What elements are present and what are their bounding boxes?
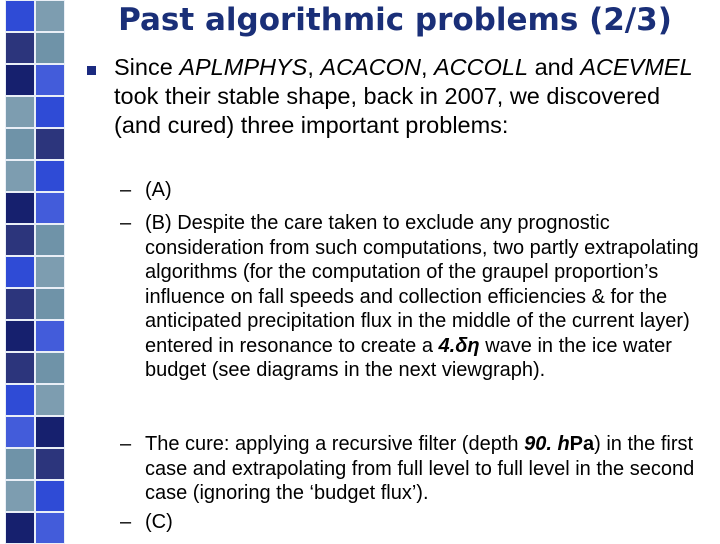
sub-bullet-a-text: (A) (145, 179, 172, 201)
decorative-square (5, 128, 35, 160)
decorative-square (35, 448, 65, 480)
decorative-square (5, 416, 35, 448)
decorative-square (5, 192, 35, 224)
decorative-square (35, 512, 65, 544)
decorative-square (35, 224, 65, 256)
decorative-square (35, 256, 65, 288)
decorative-square (35, 128, 65, 160)
decorative-square (35, 480, 65, 512)
acronym-aplmphys: APLMPHYS (179, 54, 308, 80)
text-run: , (420, 54, 434, 80)
decorative-square (35, 416, 65, 448)
text-run: and (528, 54, 581, 80)
unit-pa: Pa (569, 433, 595, 455)
text-run: The cure: applying a recursive filter (depth (145, 433, 525, 455)
acronym-acacon: ACACON (320, 54, 421, 80)
decorative-square (35, 32, 65, 64)
decorative-square (35, 96, 65, 128)
decorative-square (35, 160, 65, 192)
decorative-square (5, 288, 35, 320)
decorative-square (35, 352, 65, 384)
decorative-square (35, 0, 65, 32)
text-run: took their stable shape, back in 2007, we discovered (and cured) three important problems: (114, 83, 661, 138)
decorative-square (5, 224, 35, 256)
decorative-square (5, 384, 35, 416)
decorative-square (5, 352, 35, 384)
sub-bullet-b-text (145, 211, 716, 383)
decorative-square (5, 512, 35, 544)
sub-bullet-b (120, 211, 716, 383)
bullet-square-icon (87, 66, 96, 75)
math-wave-symbol: 4.δη (438, 334, 480, 357)
dash-marker: – (120, 511, 132, 533)
decorative-square (5, 256, 35, 288)
acronym-acevmel: ACEVMEL (580, 54, 693, 80)
decorative-square (35, 320, 65, 352)
dash-marker: – (120, 179, 132, 201)
text-run: Since (114, 54, 180, 80)
decorative-square (5, 32, 35, 64)
decorative-square-strip (0, 0, 65, 540)
decorative-square (35, 288, 65, 320)
sub-bullet-c (120, 510, 716, 535)
decorative-square (35, 64, 65, 96)
sub-bullet-a (120, 178, 716, 203)
text-run: , (307, 54, 321, 80)
decorative-square (35, 384, 65, 416)
text-run: ) in the first case and extrapolating from full level to full level in the second case (ignoring the ‘budget flux’). (145, 433, 695, 504)
decorative-square (5, 320, 35, 352)
text-run: wave in the ice water budget (see diagrams in the next viewgraph). (145, 334, 672, 381)
sub-bullet-c-text: (C) (145, 511, 173, 533)
main-bullet-text (114, 53, 704, 140)
decorative-square (5, 0, 35, 32)
slide-title: Past algorithmic problems (2/3) (118, 2, 672, 38)
dash-marker: – (120, 212, 132, 234)
dash-marker: – (120, 433, 132, 455)
acronym-accoll: ACCOLL (434, 54, 529, 80)
decorative-square (5, 448, 35, 480)
filter-depth-value: 90. h (524, 433, 570, 455)
decorative-square (5, 160, 35, 192)
text-run: (B) Despite the care taken to exclude any prognostic consideration from such computations, two partly extrapolating algorithms (for the computation of the graupel proportion’s influence on fall speeds and collection efficiencies & for the anticipated precipitation flux in the middle of the current layer) entered in resonance to create a (145, 212, 699, 357)
sub-bullet-cure-text (145, 432, 716, 506)
decorative-square (5, 480, 35, 512)
decorative-square (35, 192, 65, 224)
decorative-square (5, 96, 35, 128)
decorative-square (5, 64, 35, 96)
sub-bullet-cure (120, 432, 716, 506)
